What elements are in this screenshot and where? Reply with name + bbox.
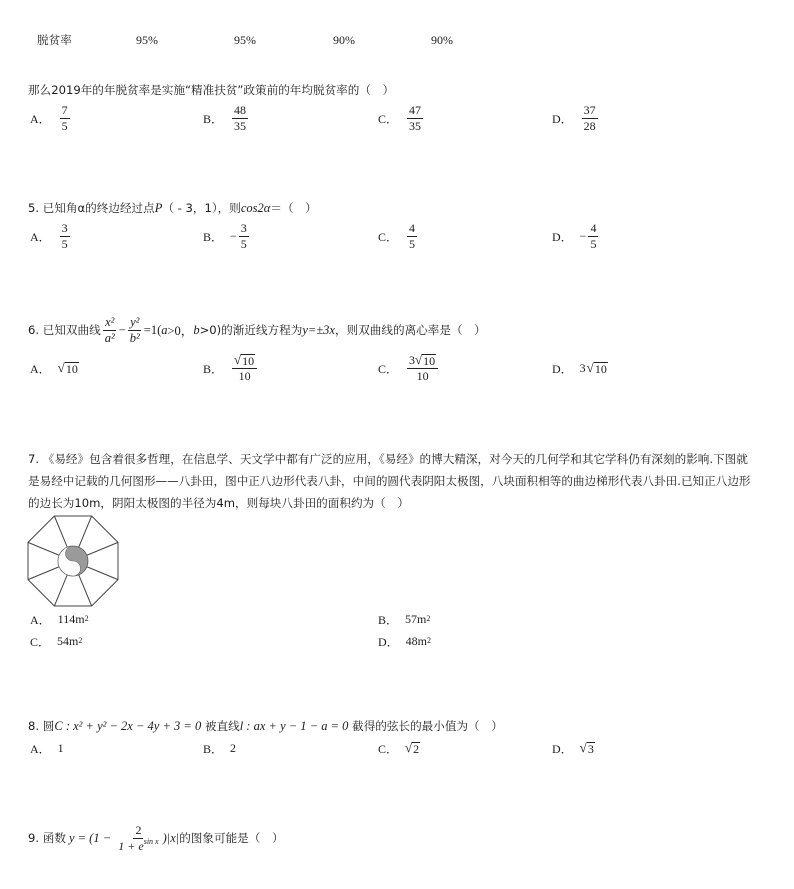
option-letter: B． — [203, 229, 224, 244]
q5-option-c — [378, 221, 419, 251]
minus-sign: − — [118, 322, 126, 337]
option-letter: C． — [378, 229, 399, 244]
radical-sign: √ — [579, 740, 587, 755]
q7-stem-text: 是易经中记载的几何图形——八卦田，图中正八边形代表八卦，中间的圆代表阴阳太极图，八块面积相等的曲边梯形代表八卦田.已知正八边形 — [28, 474, 751, 488]
denominator: 35 — [409, 118, 422, 133]
condition-text: >0)的渐近线方程为 — [199, 323, 303, 337]
radical-sign: √ — [405, 740, 413, 755]
radial-line — [79, 575, 92, 606]
fraction — [103, 316, 117, 345]
q4-option-d — [552, 103, 600, 133]
q8-option-b — [203, 741, 236, 755]
q7-option-a: A． 114m 2 — [30, 611, 89, 627]
numerator: 37 — [583, 102, 596, 117]
numerator: 4 — [590, 220, 597, 235]
q8-stem-post: 截得的弦长的最小值为（ ） — [348, 719, 503, 733]
coefficient: 3 — [579, 360, 586, 375]
radical-sign: √ — [415, 352, 423, 367]
asymptote-equation: y=±3x — [302, 322, 335, 337]
q5-point-coords: （ - 3，1），则 — [162, 201, 241, 215]
q6-stem-pre: 6. 已知双曲线 — [28, 323, 101, 337]
function-expression-post: )|x| — [162, 830, 180, 845]
numerator: 3 — [61, 220, 68, 235]
radial-line — [28, 567, 59, 580]
option-letter: A． — [30, 229, 51, 244]
radicand: 10 — [594, 362, 607, 376]
square-root — [587, 361, 608, 375]
option-letter: A． — [30, 111, 51, 126]
fraction — [232, 353, 257, 383]
square-root — [580, 741, 595, 755]
fraction — [407, 353, 438, 383]
numerator: x² — [105, 314, 115, 329]
option-letter: D． — [552, 111, 573, 126]
q8-stem — [28, 719, 503, 733]
rate-row-label: 脱贫率 — [37, 33, 72, 47]
numerator — [407, 353, 438, 369]
numerator: 2 — [135, 822, 142, 837]
rate-value: 95% — [136, 33, 158, 47]
q7-stem-text: 的边长为10m，阴阳太极图的半径为4m，则每块八卦田的面积约为（ ） — [28, 496, 409, 510]
radial-line — [54, 575, 67, 606]
q7-option-b: B． 57m 2 — [378, 611, 431, 627]
numerator: 3 — [240, 220, 247, 235]
q9-stem — [28, 821, 284, 855]
denominator: 5 — [61, 118, 68, 133]
q4-stem-text: 那么2019年的年脱贫率是实施“精准扶贫”政策前的年均脱贫率的（ ） — [28, 83, 395, 97]
fraction — [116, 824, 160, 853]
q6-stem — [28, 313, 486, 347]
square-root — [234, 353, 255, 367]
q7-stem-line — [28, 496, 409, 510]
denominator: a² — [104, 330, 115, 345]
radial-line — [79, 516, 92, 547]
line-name: l — [239, 719, 244, 733]
q8-option-d — [552, 741, 595, 755]
denominator: 10 — [416, 369, 429, 383]
q5-stem-pre: 5. 已知角α的终边经过点 — [28, 201, 155, 215]
square-root — [415, 353, 436, 367]
option-value: 114m — [57, 611, 85, 626]
square-root — [405, 741, 420, 755]
q4-option-c — [378, 103, 425, 133]
q5-option-d — [552, 221, 600, 251]
option-letter: C． — [378, 361, 399, 376]
q5-option-a — [30, 221, 72, 251]
q8-stem-mid: 被直线 — [201, 719, 240, 733]
denominator: 5 — [409, 236, 416, 251]
radical-sign: √ — [234, 352, 242, 367]
fraction — [588, 222, 598, 251]
option-letter: A． — [30, 361, 51, 376]
rate-value: 95% — [234, 33, 256, 47]
q6-stem-post: ，则双曲线的离心率是（ ） — [335, 323, 486, 337]
option-letter: B． — [378, 612, 399, 627]
option-letter: D． — [552, 361, 573, 376]
q4-option-b — [203, 103, 250, 133]
denominator — [116, 836, 160, 853]
denominator: 28 — [583, 118, 596, 133]
circle-equation: : x² + y² − 2x − 4y + 3 = 0 — [62, 719, 202, 733]
q7-stem-text: 7. 《易经》包含着很多哲理，在信息学、天文学中都有广泛的应用，《易经》的博大精深，对今天的几何学和其它学科仍有深刻的影响.下图就 — [28, 452, 748, 466]
minus-sign: − — [579, 228, 587, 243]
numerator: y² — [130, 314, 140, 329]
numerator: 4 — [409, 220, 416, 235]
option-letter: B． — [203, 741, 224, 756]
denominator: 5 — [240, 236, 247, 251]
fraction — [128, 316, 142, 345]
q4-option-a — [30, 103, 72, 133]
radicand: 10 — [242, 354, 255, 368]
fraction — [407, 104, 423, 133]
q4-stem — [28, 83, 394, 97]
minus-sign: − — [230, 228, 237, 243]
option-letter: D． — [552, 229, 573, 244]
function-expression-pre: y = (1 − — [68, 830, 115, 845]
exponent: sin x — [143, 836, 159, 846]
option-letter: B． — [203, 361, 224, 376]
numerator: 48 — [234, 102, 247, 117]
q6-option-d — [552, 353, 608, 383]
coefficient: 3 — [409, 353, 416, 367]
rate-value: 90% — [333, 33, 355, 47]
option-value: 48m — [405, 633, 428, 648]
line-equation: : ax + y − 1 − a = 0 — [243, 719, 349, 733]
denominator: 5 — [61, 236, 68, 251]
numerator — [232, 353, 257, 369]
q9-stem-post: 的图象可能是（ ） — [179, 831, 284, 845]
bagua-field-figure — [25, 513, 123, 611]
option-value: 1 — [57, 740, 64, 755]
radicand: 3 — [587, 742, 594, 756]
equation-rhs: =1( — [143, 322, 162, 337]
option-letter: A． — [30, 741, 51, 756]
radical-sign: √ — [57, 360, 65, 375]
q9-stem-pre: 9. 函数 — [28, 831, 66, 845]
radial-line — [87, 567, 118, 580]
numerator: 7 — [61, 102, 68, 117]
fraction — [60, 104, 70, 133]
q8-stem-pre: 8. 圆 — [28, 719, 55, 733]
q5-stem — [28, 201, 317, 215]
fraction — [60, 222, 70, 251]
option-value: 2 — [230, 740, 237, 755]
radial-line — [28, 542, 59, 555]
option-letter: C． — [378, 741, 399, 756]
fraction — [582, 104, 598, 133]
option-value: 54m — [57, 633, 79, 648]
option-value: 57m — [405, 611, 427, 626]
fraction — [232, 104, 248, 133]
condition-text: >0， — [167, 324, 194, 338]
circle-name: C — [54, 719, 63, 733]
option-letter: B． — [203, 111, 224, 126]
denominator: b² — [129, 330, 140, 345]
numerator: 47 — [409, 102, 422, 117]
denominator: 35 — [234, 118, 247, 133]
q6-option-c — [378, 353, 440, 383]
radical-sign: √ — [586, 360, 594, 375]
radicand: 2 — [413, 742, 420, 756]
radial-line — [54, 516, 67, 547]
radial-line — [87, 542, 118, 555]
variable-b: b — [193, 322, 200, 337]
option-letter: D． — [378, 634, 399, 649]
q8-option-a — [30, 741, 64, 755]
q7-option-c: C． 54m 2 — [30, 633, 83, 649]
q6-option-b — [203, 353, 259, 383]
fraction — [407, 222, 417, 251]
square-root — [58, 361, 79, 375]
denominator-base: 1 + e — [118, 838, 144, 853]
option-letter: C． — [30, 634, 51, 649]
variable-a: a — [161, 322, 168, 337]
q6-option-a — [30, 353, 79, 383]
cos-expression: cos2α — [240, 201, 271, 215]
denominator: 10 — [238, 369, 251, 383]
q7-option-d: D． 48m 2 — [378, 633, 432, 649]
q5-option-b — [203, 221, 251, 251]
point-label: P — [154, 201, 163, 215]
option-letter: D． — [552, 741, 573, 756]
q5-stem-post: ＝（ ） — [270, 201, 317, 215]
q8-option-c — [378, 741, 420, 755]
q7-stem-line — [28, 452, 748, 466]
denominator: 5 — [590, 236, 597, 251]
q7-stem-line — [28, 474, 751, 488]
radicand: 10 — [423, 354, 436, 368]
fraction — [239, 222, 249, 251]
rate-value: 90% — [431, 33, 453, 47]
radicand: 10 — [65, 362, 78, 376]
option-letter: C． — [378, 111, 399, 126]
option-letter: A． — [30, 612, 51, 627]
